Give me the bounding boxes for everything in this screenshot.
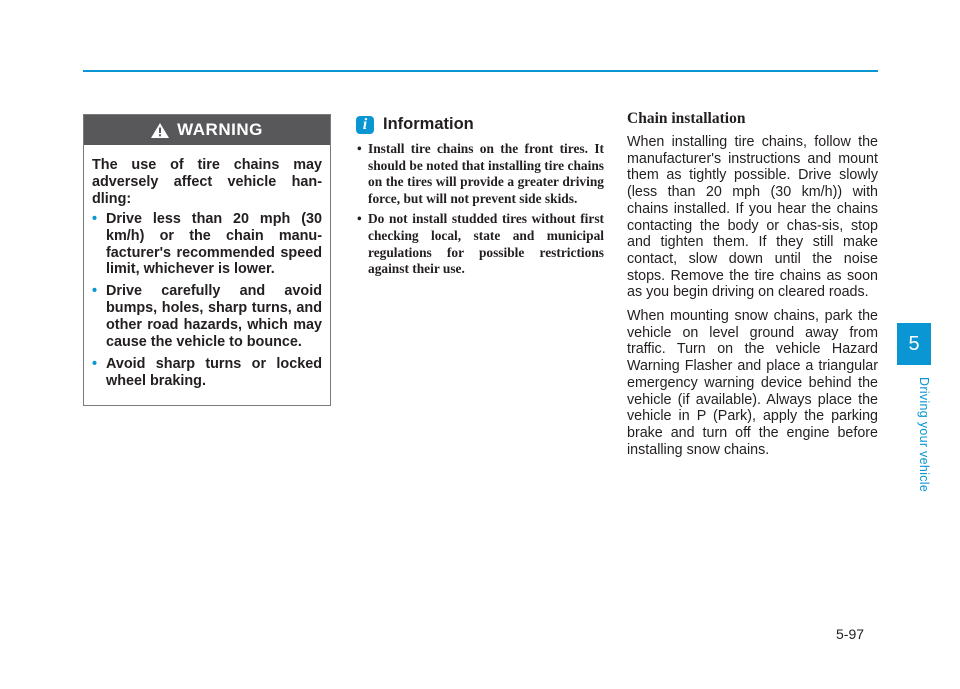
warning-item-text: Drive less than 20 mph (30 km/h) or the chain manu-facturer's recommended speed limit, whichever is lower. bbox=[106, 210, 322, 278]
information-section bbox=[356, 115, 604, 282]
paragraph: When installing tire chains, follow the manufacturer's instructions and mount them as tightly possible. Drive slowly (less than 20 mph (30 km/h)) with chains installed. If you hear the chains contacting the body or chas-sis, stop and tighten them. If they still make contact, slow down until the noise stops. Remove the tire chains as soon as you begin driving on cleared roads. bbox=[627, 134, 878, 301]
information-list bbox=[356, 141, 604, 278]
bullet-icon: • bbox=[357, 141, 362, 156]
bullet-icon: • bbox=[92, 210, 98, 227]
chapter-label: Driving your vehicle bbox=[917, 377, 931, 493]
warning-body bbox=[84, 145, 330, 390]
warning-header bbox=[84, 115, 330, 145]
chapter-number-tab: 5 bbox=[897, 323, 931, 365]
warning-item bbox=[92, 283, 322, 351]
information-icon: i bbox=[356, 116, 374, 134]
warning-intro: The use of tire chains may adversely affect vehicle han-dling: bbox=[92, 157, 322, 207]
top-rule bbox=[83, 70, 878, 72]
information-header bbox=[356, 115, 604, 134]
warning-item bbox=[92, 356, 322, 390]
bullet-icon: • bbox=[92, 355, 98, 372]
warning-list bbox=[92, 211, 322, 390]
warning-triangle-icon bbox=[151, 123, 169, 138]
warning-item-text: Avoid sharp turns or locked wheel braking. bbox=[106, 355, 322, 389]
warning-item-text: Drive carefully and avoid bumps, holes, sharp turns, and other road hazards, which may cause the vehicle to bounce. bbox=[106, 283, 322, 351]
warning-title: WARNING bbox=[177, 120, 263, 139]
page-number: 5-97 bbox=[836, 626, 865, 642]
information-item-text: Install tire chains on the front tires. It should be noted that installing tire chains on the tires will provide a greater driving force, but will not prevent side skids. bbox=[368, 141, 604, 206]
warning-item bbox=[92, 211, 322, 279]
information-item bbox=[357, 211, 604, 277]
bullet-icon: • bbox=[92, 283, 98, 300]
information-title: Information bbox=[383, 115, 474, 133]
chain-installation-section bbox=[627, 110, 878, 465]
information-item-text: Do not install studded tires without first checking local, state and municipal regulations for possible restrictions against their use. bbox=[368, 211, 604, 277]
information-item bbox=[357, 141, 604, 207]
section-heading: Chain installation bbox=[627, 110, 746, 127]
warning-box bbox=[83, 114, 331, 406]
bullet-icon: • bbox=[357, 211, 362, 227]
paragraph: When mounting snow chains, park the vehicle on level ground away from traffic. Turn on the vehicle Hazard Warning Flasher and place a triangular emergency warning device behind the vehicle (if available). Always place the vehicle in P (Park), apply the parking brake and turn off the engine before installing snow chains. bbox=[627, 308, 878, 458]
